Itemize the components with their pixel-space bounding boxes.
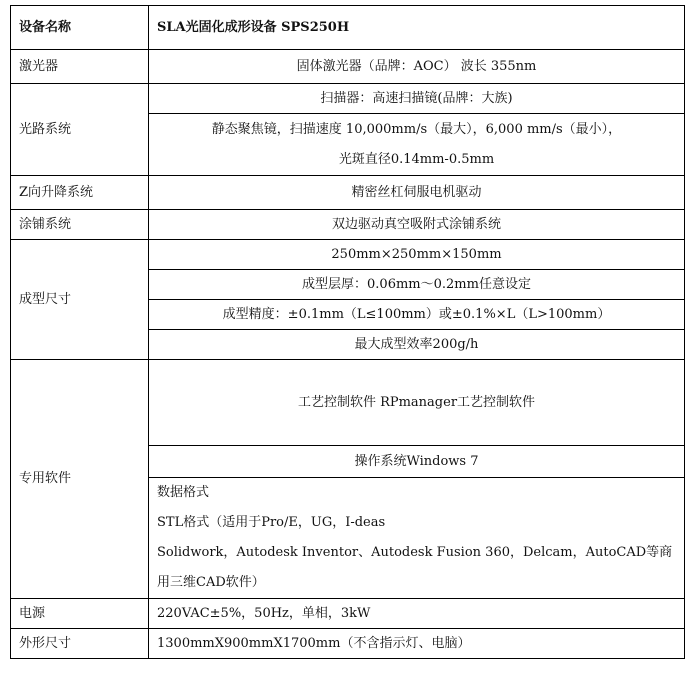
row-label: 涂铺系统: [11, 210, 149, 240]
table-row: [11, 50, 685, 84]
lens-line: 光斑直径0.14mm-0.5mm: [338, 151, 495, 167]
table-row: [11, 599, 685, 629]
table-row: [11, 240, 685, 270]
row-label: 外形尺寸: [11, 629, 149, 659]
lens-line: 静态聚焦镜，扫描速度 10,000mm/s（最大），6,000 mm/s（最小），: [211, 121, 622, 137]
table-row: [11, 210, 685, 240]
layer-value: 成型层厚：0.06mm～0.2mm任意设定: [149, 270, 685, 300]
laser-value: 固体激光器（品牌：AOC） 波长 355nm: [149, 50, 685, 84]
table-row: [11, 629, 685, 659]
table-row: [11, 360, 685, 446]
table-row: [11, 176, 685, 210]
formats-value: [149, 478, 685, 599]
formats-stl: STL格式（适用于Pro/E，UG，I-deas: [157, 515, 386, 530]
accuracy-value: 成型精度：±0.1mm（L≤100mm）或±0.1%×L（L>100mm）: [149, 300, 685, 330]
row-label: 激光器: [11, 50, 149, 84]
z-axis-value: 精密丝杠伺服电机驱动: [149, 176, 685, 210]
coating-value: 双边驱动真空吸附式涂铺系统: [149, 210, 685, 240]
row-label: 专用软件: [11, 360, 149, 599]
row-label: 成型尺寸: [11, 240, 149, 360]
scanner-value: 扫描器：高速扫描镜(品牌：大族): [149, 84, 685, 114]
lens-value: [149, 114, 685, 176]
row-label: Z向升降系统: [11, 176, 149, 210]
process-software-value: 工艺控制软件 RPmanager工艺控制软件: [149, 360, 685, 446]
power-value: 220VAC±5%，50Hz，单相，3kW: [149, 599, 685, 629]
row-label: 光路系统: [11, 84, 149, 176]
dimensions-value: 1300mmX900mmX1700mm（不含指示灯、电脑）: [149, 629, 685, 659]
formats-title: 数据格式: [157, 485, 210, 500]
efficiency-value: 最大成型效率200g/h: [149, 330, 685, 360]
table-row: [11, 6, 685, 50]
build-size-value: 250mm×250mm×150mm: [149, 240, 685, 270]
row-label: 电源: [11, 599, 149, 629]
spec-table: [10, 5, 685, 659]
device-name: SLA光固化成形设备 SPS250H: [149, 6, 685, 50]
row-label: 设备名称: [11, 6, 149, 50]
os-value: 操作系统Windows 7: [149, 446, 685, 478]
table-row: [11, 84, 685, 114]
formats-list: Solidwork，Autodesk Inventor、Autodesk Fusion 360，Delcam，AutoCAD等商用三维CAD软件）: [157, 545, 673, 590]
